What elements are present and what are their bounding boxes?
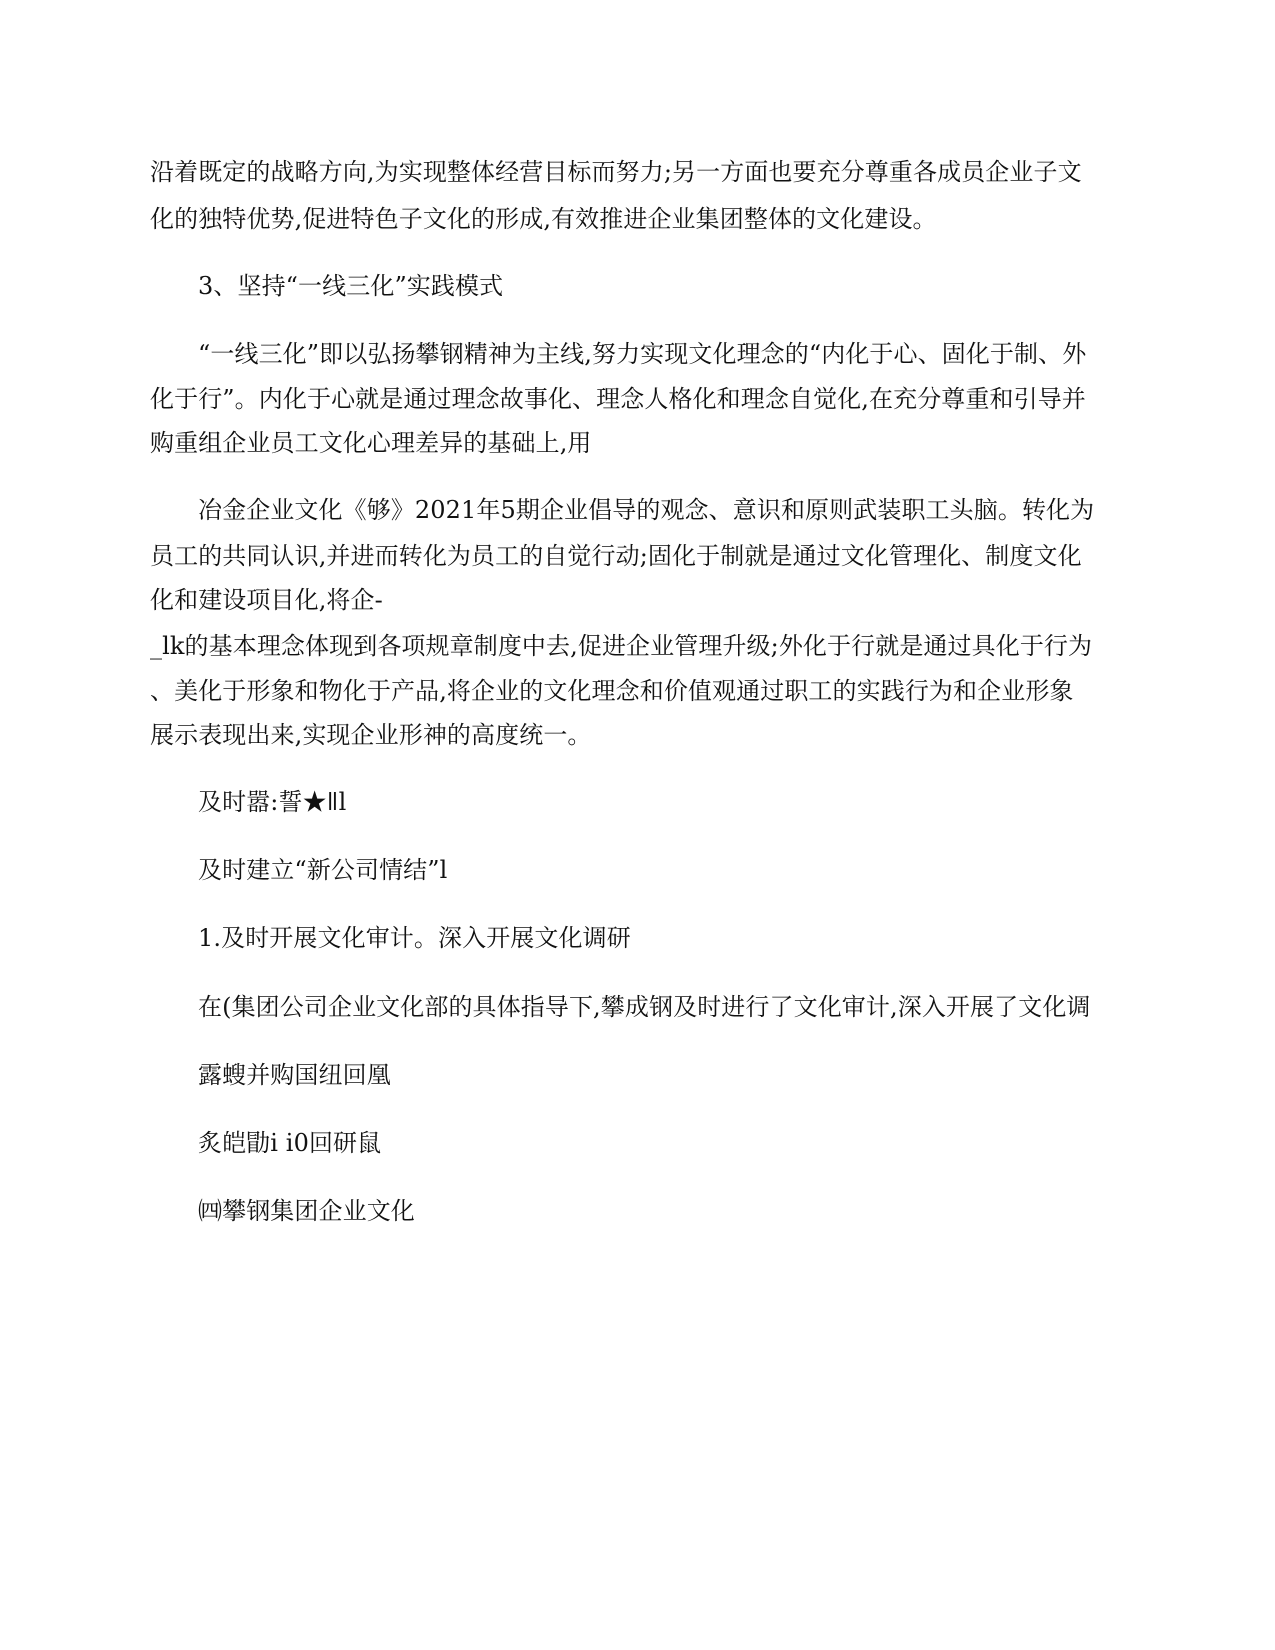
text-line: 化于行”。内化于心就是通过理念故事化、理念人格化和理念自觉化,在充分尊重和引导并	[150, 385, 1086, 413]
section-heading: 1.及时开展文化审计。深入开展文化调研	[198, 924, 631, 952]
text-line: 沿着既定的战略方向,为实现整体经营目标而努力;另一方面也要充分尊重各成员企业子文	[150, 158, 1082, 186]
text-line: 化和建设项目化,将企-	[150, 586, 383, 614]
text-line: 购重组企业员工文化心理差异的基础上,用	[150, 429, 592, 457]
section-heading: ㈣攀钢集团企业文化	[198, 1197, 415, 1225]
text-line: _lk的基本理念体现到各项规章制度中去,促进企业管理升级;外化于行就是通过具化于行为	[150, 632, 1093, 660]
section-heading: 3、坚持“一线三化”实践模式	[198, 272, 504, 300]
text-line: 在(集团公司企业文化部的具体指导下,攀成钢及时进行了文化审计,深入开展了文化调	[198, 993, 1091, 1021]
text-line: 露螋并购国纽回凰	[198, 1061, 391, 1089]
text-line: 展示表现出来,实现企业形神的高度统一。	[150, 721, 592, 749]
text-line: 冶金企业文化《够》2021年5期企业倡导的观念、意识和原则武装职工头脑。转化为	[198, 496, 1095, 524]
text-line: 、美化于形象和物化于产品,将企业的文化理念和价值观通过职工的实践行为和企业形象	[150, 677, 1074, 705]
text-line: “一线三化”即以弘扬攀钢精神为主线,努力实现文化理念的“内化于心、固化于制、外	[198, 340, 1087, 368]
text-line: 炙皑勖i i0回研鼠	[198, 1129, 382, 1157]
text-line: 及时建立“新公司情结”l	[198, 856, 448, 884]
text-line: 员工的共同认识,并进而转化为员工的自觉行动;固化于制就是通过文化管理化、制度文化	[150, 542, 1082, 570]
text-line: 化的独特优势,促进特色子文化的形成,有效推进企业集团整体的文化建设。	[150, 205, 937, 233]
text-line: 及时嚣:誓★ǁl	[198, 788, 347, 816]
